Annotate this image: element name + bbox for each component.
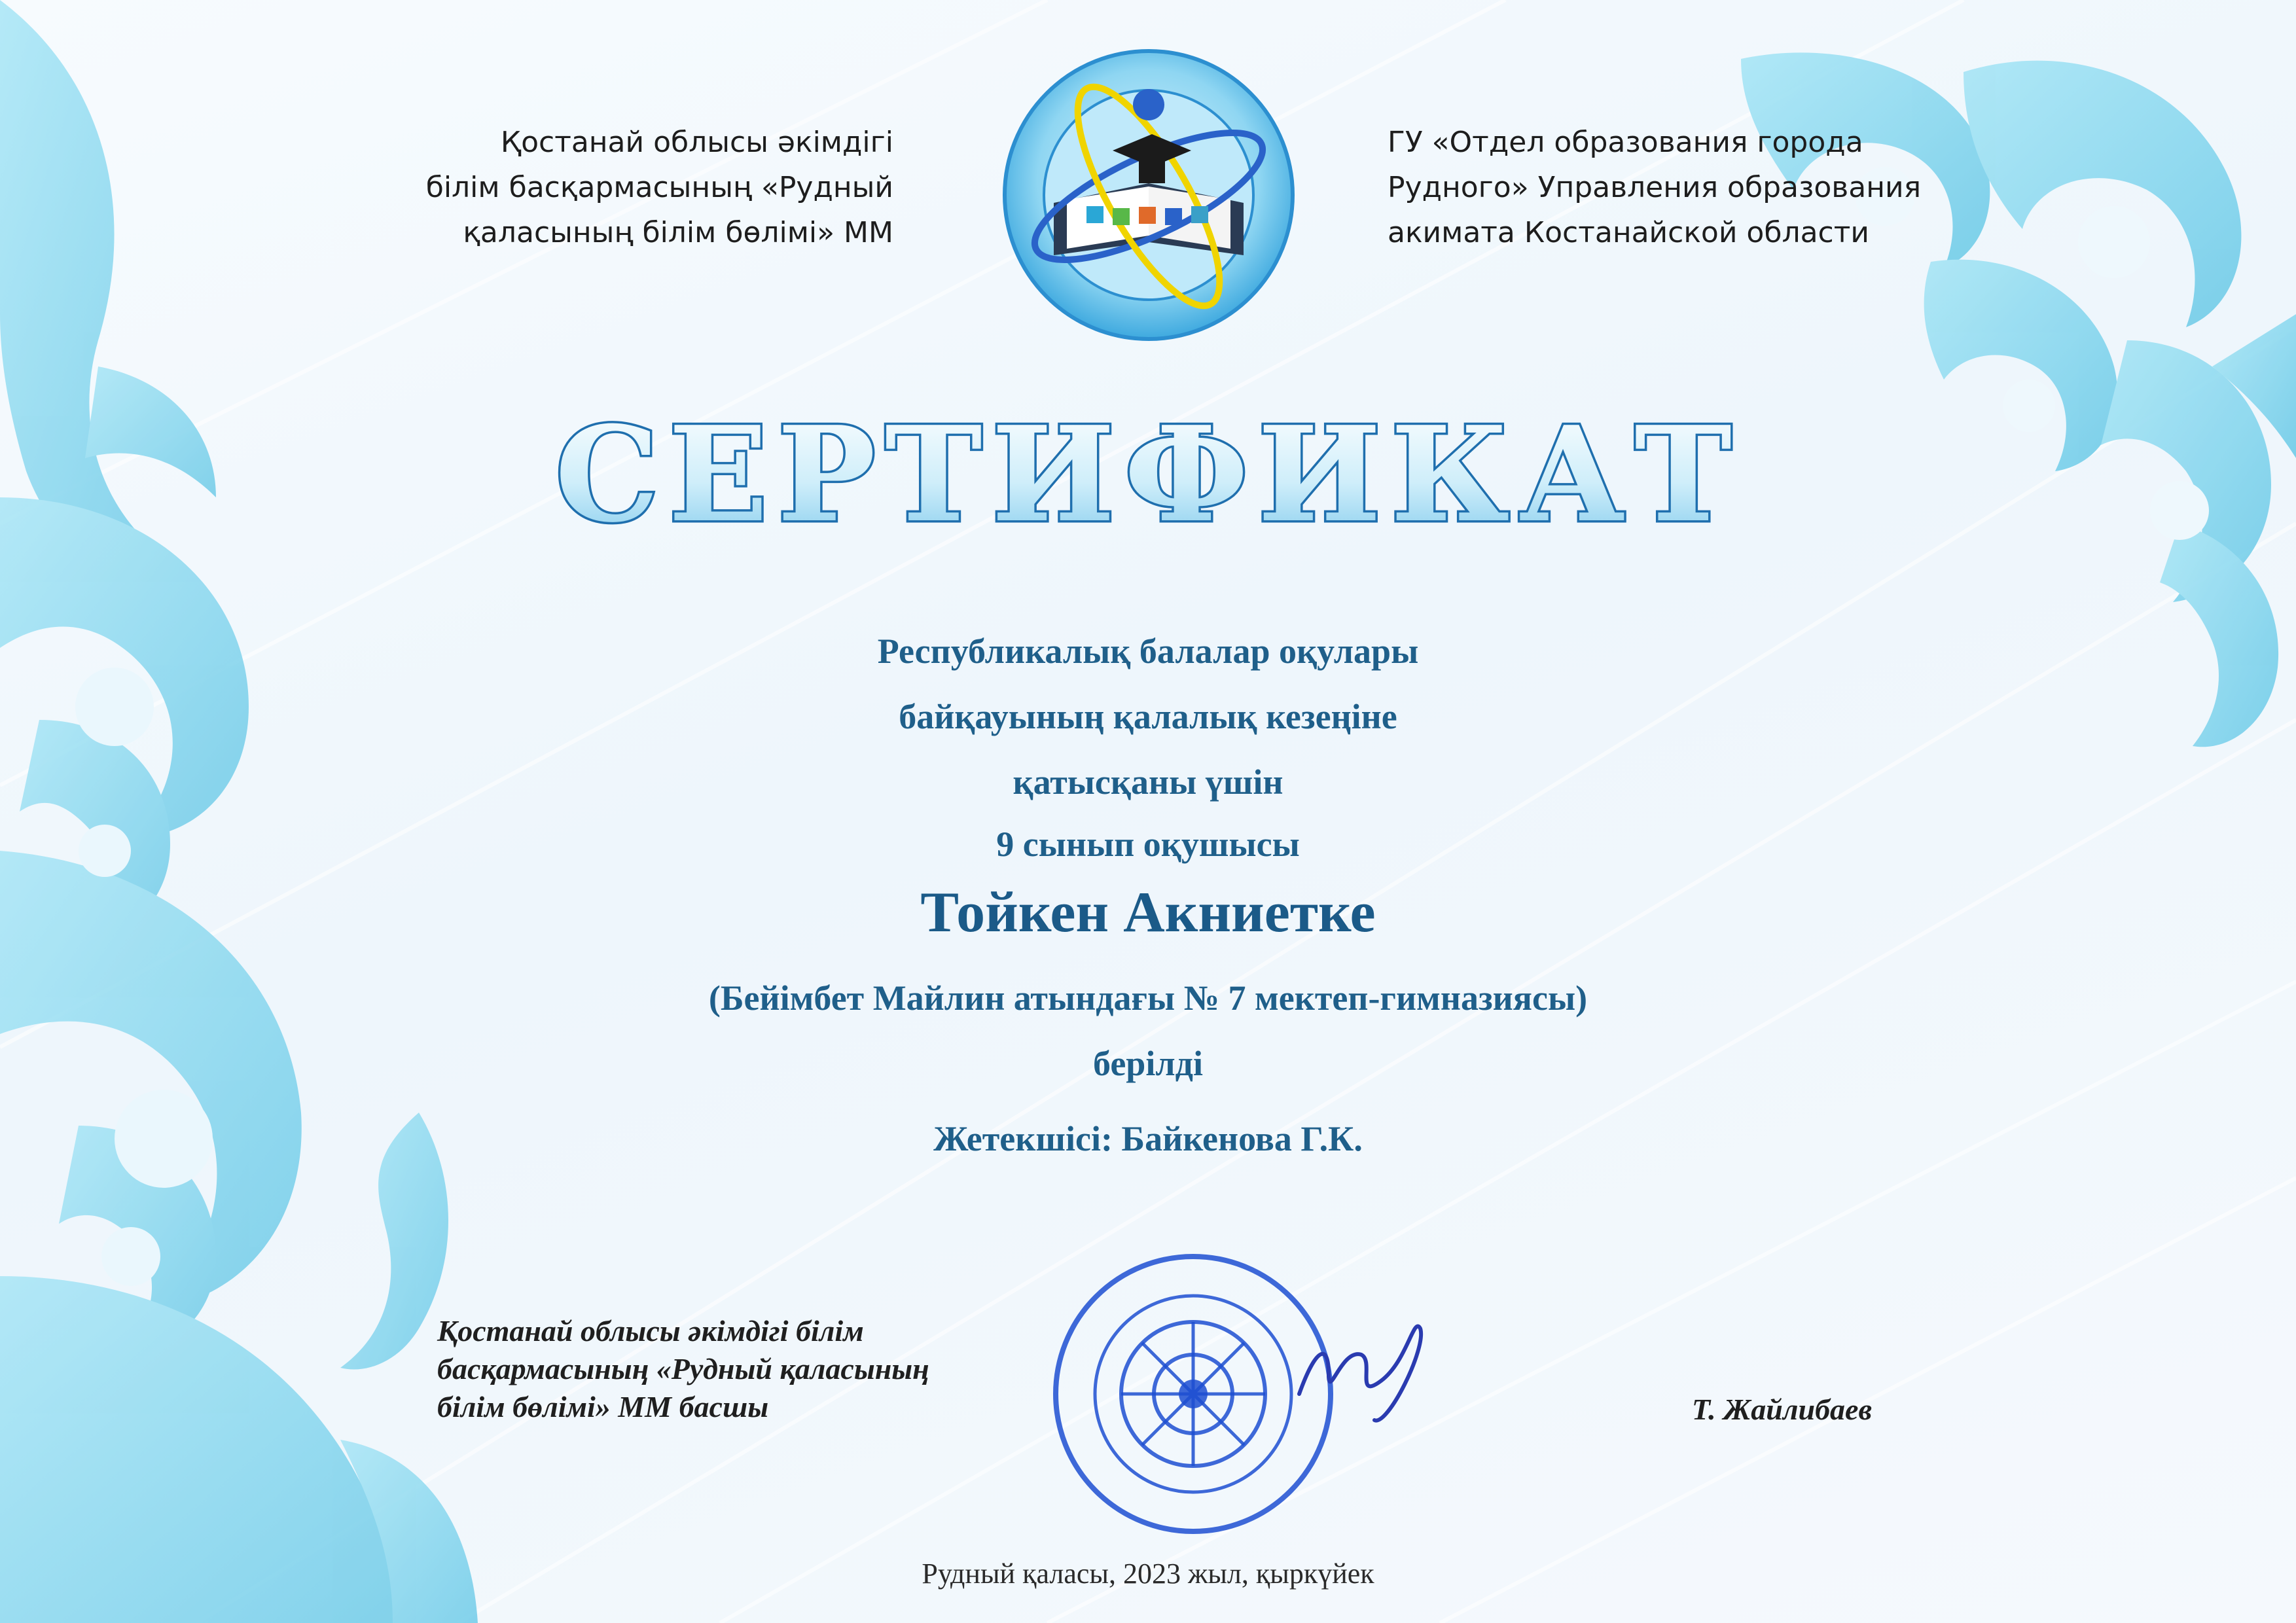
- body-line-1: Республикалық балалар оқулары: [877, 632, 1419, 671]
- signatory-position-line-2: басқармасының «Рудный қаласының: [437, 1352, 929, 1385]
- signatory-position: [437, 1312, 1026, 1426]
- header-left-organization: [367, 120, 893, 255]
- header-left-line-2: білім басқармасының «Рудный: [425, 171, 893, 204]
- body-line-4: 9 сынып оқушысы: [996, 825, 1300, 864]
- awarded-text: берілді: [1093, 1044, 1203, 1083]
- certificate-title: СЕРТИФИКАТ: [554, 398, 1742, 552]
- header-left-line-1: Қостанай облысы әкімдігі: [500, 126, 893, 159]
- body-line-2: байқауының қалалық кезеңіне: [899, 697, 1397, 736]
- education-department-emblem-icon: [1005, 51, 1293, 339]
- supervisor-text: Жетекшісі: Байкенова Г.К.: [933, 1119, 1363, 1158]
- signatory-name: Т. Жайлибаев: [1691, 1393, 1872, 1426]
- official-stamp-icon: [1056, 1257, 1331, 1531]
- header-right-line-3: акимата Костанайской области: [1388, 216, 1869, 249]
- header-left-line-3: қаласының білім бөлімі» ММ: [463, 216, 893, 249]
- body-line-3: қатысқаны үшін: [1013, 762, 1283, 802]
- footer-place-date: Рудный қаласы, 2023 жыл, қыркүйек: [922, 1558, 1374, 1590]
- header-right-line-2: Рудного» Управления образования: [1388, 171, 1922, 204]
- header-right-organization: [1388, 120, 2042, 255]
- signatory-position-line-3: білім бөлімі» ММ басшы: [437, 1390, 769, 1423]
- school-name: (Бейімбет Майлин атындағы № 7 мектеп-гимназиясы): [708, 978, 1588, 1018]
- recipient-name: Тойкен Акниетке: [920, 881, 1376, 944]
- header-right-line-1: ГУ «Отдел образования города: [1388, 126, 1863, 159]
- signatory-position-line-1: Қостанай облысы әкімдігі білім: [437, 1314, 864, 1347]
